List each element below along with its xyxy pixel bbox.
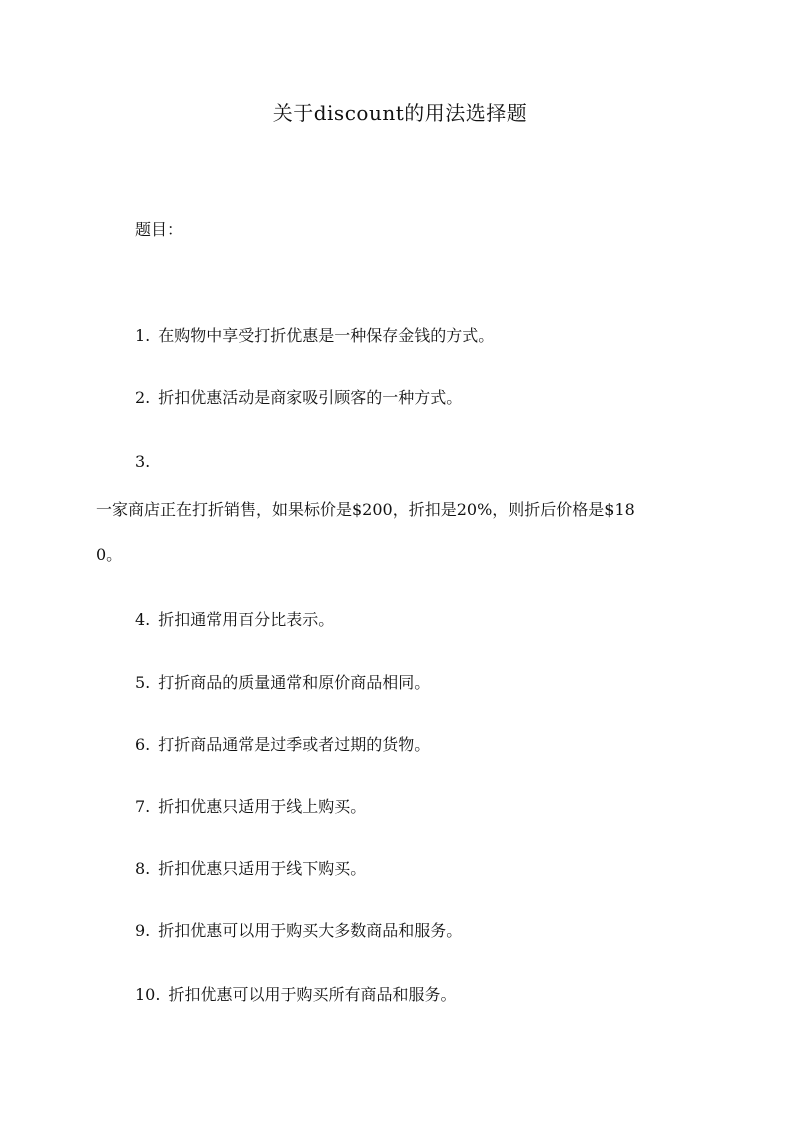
item-text: 折扣优惠可以用于购买所有商品和服务。	[168, 985, 457, 1004]
item-text: 折扣优惠只适用于线上购买。	[158, 797, 367, 816]
document-title: 关于discount的用法选择题	[272, 101, 528, 125]
list-item	[135, 855, 366, 883]
item-number: 7.	[135, 797, 151, 816]
list-item	[135, 606, 334, 634]
item-number: 6.	[135, 735, 151, 754]
item-text-line: 一家商店正在打折销售，如果标价是$200，折扣是20%，则折后价格是$18	[96, 500, 635, 519]
item-number: 9.	[135, 921, 151, 940]
item-number: 10.	[135, 985, 161, 1004]
list-item	[135, 917, 462, 945]
section-label: 题目：	[135, 220, 184, 239]
item-text: 折扣优惠活动是商家吸引顾客的一种方式。	[158, 388, 463, 407]
item-text: 折扣通常用百分比表示。	[158, 610, 335, 629]
item-text-line: 0。	[96, 545, 123, 564]
list-item	[135, 669, 430, 697]
list-item	[135, 384, 462, 412]
item-number: 8.	[135, 859, 151, 878]
item-text: 折扣优惠可以用于购买大多数商品和服务。	[158, 921, 463, 940]
list-item	[135, 731, 430, 759]
item-text: 折扣优惠只适用于线下购买。	[158, 859, 367, 878]
list-item	[135, 448, 158, 476]
item-text: 打折商品的质量通常和原价商品相同。	[158, 673, 431, 692]
item-number: 5.	[135, 673, 151, 692]
item-number: 4.	[135, 610, 151, 629]
item-number: 1.	[135, 326, 151, 345]
list-item	[135, 793, 366, 821]
item-number: 2.	[135, 388, 151, 407]
list-item	[135, 322, 494, 350]
item-text: 在购物中享受打折优惠是一种保存金钱的方式。	[158, 326, 495, 345]
item-number: 3.	[135, 452, 151, 471]
list-item	[135, 981, 456, 1009]
item-text: 打折商品通常是过季或者过期的货物。	[158, 735, 431, 754]
